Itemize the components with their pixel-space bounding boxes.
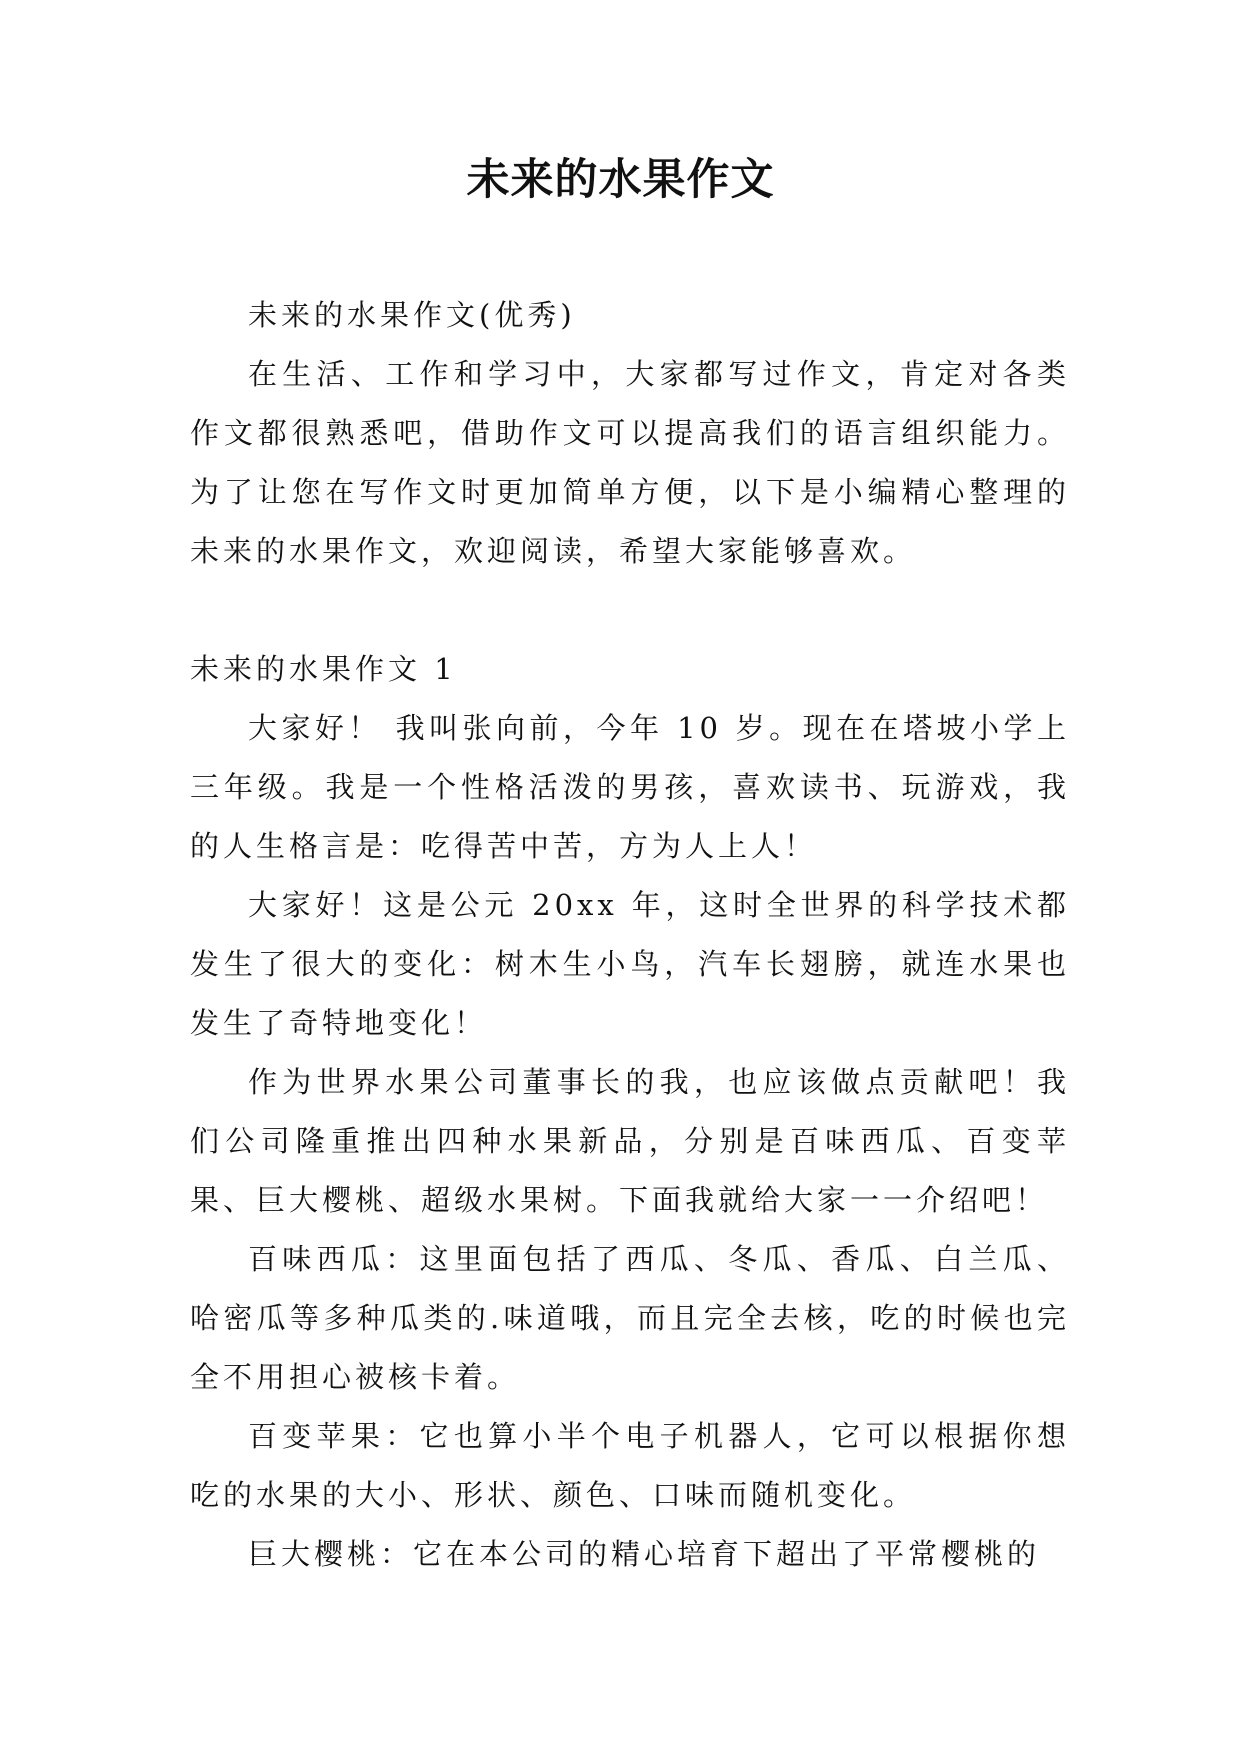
body-paragraph: 大家好！这是公元 20xx 年，这时全世界的科学技术都发生了很大的变化：树木生小鸟，汽车长翅膀，就连水果也发生了奇特地变化！: [190, 888, 1070, 1040]
body-paragraph: 大家好！ 我叫张向前，今年 10 岁。现在在塔坡小学上三年级。我是一个性格活泼的男孩，喜欢读书、玩游戏，我的人生格言是：吃得苦中苦，方为人上人！: [190, 711, 1070, 863]
document-body: [190, 286, 1070, 1584]
body-paragraph: 巨大樱桃：它在本公司的精心培育下超出了平常樱桃的: [248, 1537, 1041, 1571]
body-paragraph: 作为世界水果公司董事长的我，也应该做点贡献吧！我们公司隆重推出四种水果新品，分别是百味西瓜、百变苹果、巨大樱桃、超级水果树。下面我就给大家一一介绍吧！: [190, 1065, 1070, 1217]
body-paragraph: 百变苹果：它也算小半个电子机器人，它可以根据你想吃的水果的大小、形状、颜色、口味而随机变化。: [190, 1419, 1070, 1512]
subtitle-paragraph: 未来的水果作文(优秀): [248, 298, 576, 332]
intro-paragraph: 在生活、工作和学习中，大家都写过作文，肯定对各类作文都很熟悉吧，借助作文可以提高我们的语言组织能力。为了让您在写作文时更加简单方便，以下是小编精心整理的未来的水果作文，欢迎阅读，希望大家能够喜欢。: [190, 357, 1070, 568]
section-heading: 未来的水果作文 1: [190, 652, 457, 686]
body-paragraph: 百味西瓜：这里面包括了西瓜、冬瓜、香瓜、白兰瓜、哈密瓜等多种瓜类的.味道哦，而且完全去核，吃的时候也完全不用担心被核卡着。: [190, 1242, 1070, 1394]
document-title: 未来的水果作文: [466, 155, 775, 205]
paragraph-spacer: [190, 581, 1070, 640]
